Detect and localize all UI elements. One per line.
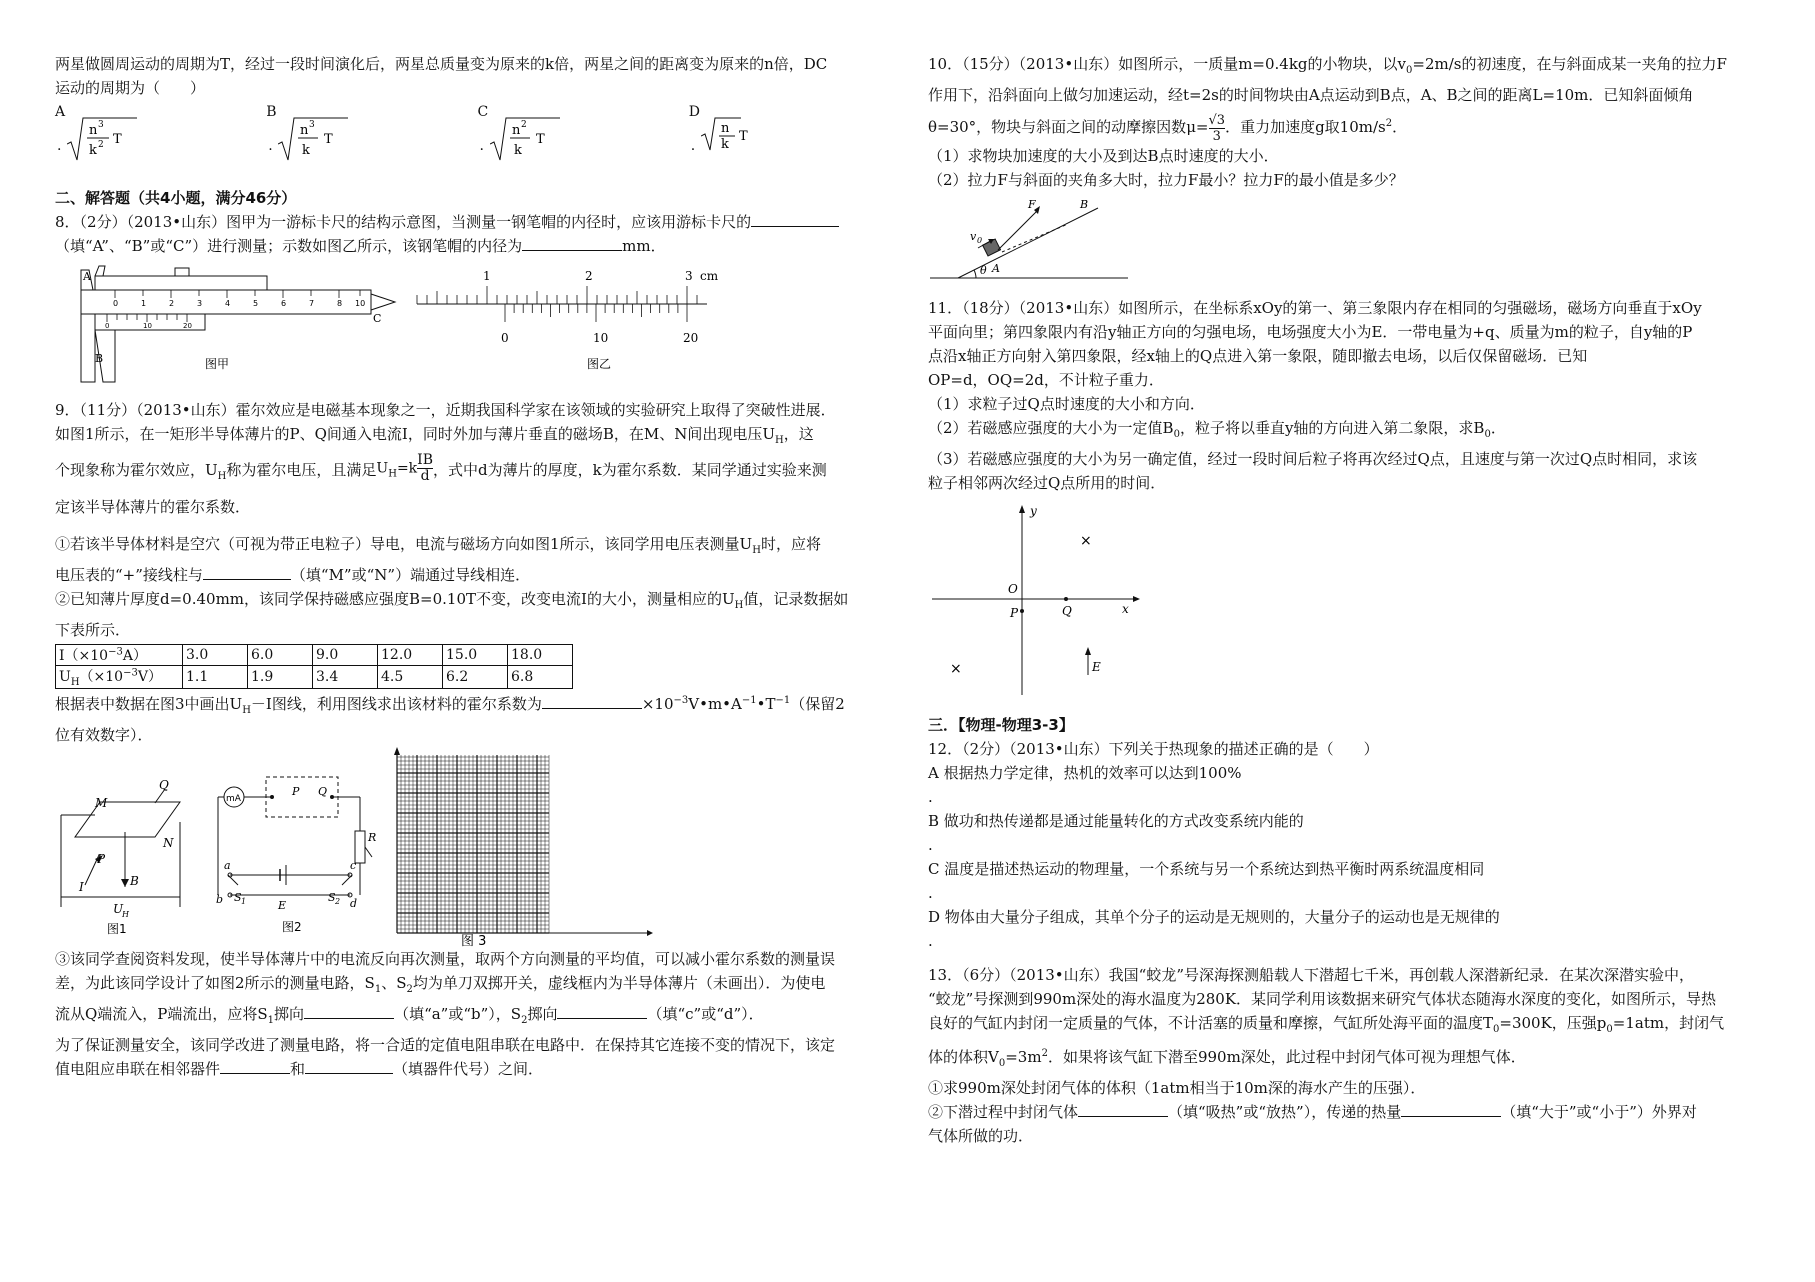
- svg-text:8: 8: [337, 299, 343, 308]
- coordinate-field-figure: [928, 501, 1148, 697]
- svg-text:20: 20: [683, 331, 699, 345]
- q11-line1: 11．（18分）（2013•山东）如图所示，在坐标系xOy的第一、第三象限内存在相同的匀强磁场，磁场方向垂直于xOy: [928, 299, 1702, 317]
- svg-text:R: R: [368, 830, 377, 844]
- svg-text:c: c: [350, 858, 357, 872]
- svg-text:n: n: [720, 121, 730, 136]
- q9-line2: 如图1所示，在一矩形半导体薄片的P、Q间通入电流I，同时外加与薄片垂直的磁场B，在M、N间出现电压$U_H$，这: [55, 425, 814, 446]
- answer-blank[interactable]: [220, 1059, 290, 1074]
- q11-line4: OP=d，OQ=2d，不计粒子重力．: [928, 371, 1164, 389]
- svg-text:T: T: [738, 129, 748, 144]
- svg-text:E: E: [1092, 660, 1101, 674]
- row-header: $I(\times 10^{-3}A)$: [56, 645, 183, 666]
- svg-text:1: 1: [141, 299, 147, 308]
- svg-text:E: E: [278, 898, 287, 912]
- svg-text:H: H: [122, 909, 129, 919]
- sqrt-expression: [490, 114, 570, 164]
- svg-text:O: O: [1008, 582, 1018, 596]
- svg-text:10: 10: [593, 331, 609, 345]
- q7-stem-line1: 两星做圆周运动的周期为T，经过一段时间演化后，两星总质量变为原来的k倍，两星之间的距离变为原来的n倍，DC: [55, 55, 828, 73]
- svg-text:2: 2: [169, 299, 175, 308]
- q12-option-d: D 物体由大量分子组成，其单个分子的运动是无规则的，大量分子的运动也是无规律的: [928, 908, 1500, 926]
- svg-text:Q: Q: [159, 777, 169, 792]
- svg-text:F: F: [1028, 198, 1036, 211]
- svg-text:n: n: [89, 123, 98, 138]
- q9-part3-line1: ③该同学查阅资料发现，使半导体薄片中的电流反向再次测量，取两个方向测量的平均值，可以减小霍尔系数的测量误: [55, 949, 836, 968]
- table-row: $I(\times 10^{-3}A)$ 3.0 6.0 9.0 12.0 15.0 18.0: [56, 645, 573, 666]
- q9-part3-line4: 为了保证测量安全，该同学改进了测量电路，将一合适的定值电阻串联在电路中．在保持其它连接不变的情况下，该定: [55, 1035, 836, 1054]
- svg-text:图乙: 图乙: [587, 357, 612, 371]
- left-column: [55, 52, 900, 1081]
- q9-part2-instruction: 根据表中数据在图3中画出$U_H-I$图线，利用图线求出该材料的霍尔系数为 $\times 10^{-3}V•m•A^{-1}•T^{-1}$（保留2: [55, 694, 845, 716]
- svg-text:b: b: [216, 892, 224, 906]
- svg-text:n: n: [300, 123, 309, 138]
- sqrt-expression: [701, 114, 781, 164]
- svg-text:0: 0: [105, 322, 110, 330]
- hall-effect-figure: [55, 767, 195, 937]
- graph-paper-figure: [393, 747, 653, 947]
- q13-line1: 13．（6分）（2013•山东）我国“蛟龙”号深海探测船载人下潜超七千米，再创载人深潜新纪录．在某次深潜实验中，: [928, 966, 1694, 984]
- section-3-title: 三．【物理-物理3-3】: [928, 716, 1074, 734]
- svg-text:3: 3: [98, 120, 104, 130]
- option-letter: A: [55, 104, 66, 120]
- svg-text:x: x: [1122, 602, 1129, 616]
- q13-sub2: ②下潜过程中封闭气体 （填“吸热”或“放热”），传递的热量 （填“大于”或“小于”）外界对: [928, 1103, 1697, 1121]
- q9-part1-cont: 电压表的“+”接线柱与 （填“M”或“N”）端通过导线相连．: [55, 566, 531, 585]
- svg-text:5: 5: [253, 299, 259, 308]
- mu-fraction: $\frac{√3}{3}$: [1208, 112, 1226, 144]
- row-header: $U_H(\times 10^{-3}V)$: [56, 666, 183, 689]
- answer-blank[interactable]: [542, 694, 642, 709]
- option-letter: D: [688, 104, 700, 120]
- answer-blank[interactable]: [751, 212, 839, 227]
- answer-blank[interactable]: [203, 565, 291, 580]
- q11-sub2: （2）若磁感应强度的大小为一定值$B_0$，粒子将以垂直y轴的方向进入第二象限，求$B_0$．: [928, 419, 1506, 440]
- q12-option-c: C 温度是描述热运动的物理量，一个系统与另一个系统达到热平衡时两系统温度相同: [928, 860, 1485, 878]
- svg-text:7: 7: [309, 299, 315, 308]
- svg-text:k: k: [89, 143, 97, 158]
- svg-text:P: P: [292, 784, 300, 798]
- q7-option-b: B . n 3 k T: [266, 104, 477, 168]
- svg-text:B: B: [95, 352, 104, 365]
- table-row: $U_H(\times 10^{-3}V)$ 1.1 1.9 3.4 4.5 6.2 6.8: [56, 666, 573, 689]
- svg-text:6: 6: [281, 299, 287, 308]
- q12-stem: 12．（2分）（2013•山东）下列关于热现象的描述正确的是（ ）: [928, 740, 1379, 758]
- hall-formula: $U_H=k$ $\frac{IB}{d}$: [376, 452, 433, 484]
- svg-text:Q: Q: [1062, 604, 1072, 618]
- q13-sub2-cont: 气体所做的功．: [928, 1127, 1034, 1145]
- sqrt-expression: [278, 114, 358, 164]
- q13-line3: 良好的气缸内封闭一定质量的气体，不计活塞的质量和摩擦，气缸所处海平面的温度$T_0=300K$，压强$p_0=1atm$，封闭气: [928, 1014, 1725, 1035]
- svg-text:v: v: [970, 230, 977, 243]
- answer-blank[interactable]: [1078, 1102, 1168, 1117]
- option-letter: C: [477, 104, 489, 120]
- svg-text:1: 1: [241, 896, 247, 906]
- svg-text:cm: cm: [700, 269, 719, 283]
- right-column: 10．（15分）（2013•山东）如图所示，一质量m=0.4kg的小物块，以$v_0=2m/s$的初速度，在与斜面成某一夹角的拉力F 作用下，沿斜面向上做匀加速运动，经t=2s的时间物块由A点运动到B点，A、B之间的距离L=10m．已知斜面倾角 θ=30°，物块与斜面之间的动摩擦因数μ= $\frac{√3}{3}$ ．重力加速度g取$10m/s^2$． （1）求物块加速度的大小及到达B点时速度的大小． （2）拉力F与斜面的夹角多大时，拉力F最小？拉力F的最小值是多少？ F B A v 0 θ 11．（18分）（2013•山东）如图所示，在坐标系xOy的第一、第三象限内存在相同的匀强磁场，磁场方向垂直于xOy 平面向里；第四象限内有沿y轴正方向的匀强电场，电场强度大小为E．一带电量为+q、质量为m的粒子，自y轴的P 点沿x轴正方向射入第四象限，经x轴上的Q点进入第一象限，随即撤去电场，以后仅保留磁场．已知 OP=d，OQ=2d，不计粒子重力． （1）求粒子过Q点时速度的大小和方向． （2）若磁感应强度的大小为一定值$B_0$，粒子将以垂直y轴的方向进入第二象限，求$B_0$． （3）若磁感应强度的大小为另一确定值，经过一段时间后粒子将再次经过Q点，且速度与第一次过Q点时相同，求该 粒子相邻两次经过Q点所用的时间． y x O P Q E × × 三．【物理-物理3-3】 12．（2分）（2013•山东）下列关于热现象的描述正确的是（ ） A 根据热力学定律，热机的效率可以达到100% . B 做功和热传递都是通过能量转化的方式改变系统内能的 . C 温度是描述热运动的物理量，一个系统与另一个系统达到热平衡时两系统温度相同 . D 物体由大量分子组成，其单个分子的运动是无规则的，大量分子的运动也是无规律的 . 13．（6分）（2013•山东）我国“蛟龙”号深海探测船载人下潜超七千米，再创载人深潜新纪录．在某次深潜实验中， “蛟龙”号探测到990m深处的海水温度为280K．某同学利用该数据来研究气体状态随海水深度的变化，如图所示，导热 良好的气缸内封闭一定质量的气体，不计活塞的质量和摩擦，气缸所处海平面的温度$T_0=300K$，压强$p_0=1atm$，封闭气 体的体积$V_0=3m^2$．如果将该气缸下潜至990m深处，此过程中封闭气体可视为理想气体． ①求990m深处封闭气体的体积（1atm相当于10m深的海水产生的压强）． ②下潜过程中封闭气体 （填“吸热”或“放热”），传递的热量 （填“大于”或“小于”）外界对 气体所做的功．: [928, 52, 1778, 1148]
- q9-line1: 9．（11分）（2013•山东）霍尔效应是电磁基本现象之一，近期我国科学家在该领域的实验研究上取得了突破性进展．: [55, 401, 836, 419]
- q12-option-a: A 根据热力学定律，热机的效率可以达到100%: [928, 764, 1242, 782]
- section-2-title: 二、解答题（共4小题，满分46分）: [55, 189, 297, 207]
- q9-part1: ①若该半导体材料是空穴（可视为带正电粒子）导电，电流与磁场方向如图1所示，该同学用电压表测量$U_H$时，应将: [55, 535, 821, 557]
- q13-sub1: ①求990m深处封闭气体的体积（1atm相当于10m深的海水产生的压强）．: [928, 1079, 1426, 1097]
- svg-text:2: 2: [520, 120, 527, 130]
- q11-sub1: （1）求粒子过Q点时速度的大小和方向．: [928, 395, 1205, 413]
- q8-figures: [55, 258, 900, 388]
- option-letter: B: [266, 104, 277, 120]
- q11-sub3: （3）若磁感应强度的大小为另一确定值，经过一段时间后粒子将再次经过Q点，且速度与第一次过Q点时相同，求该: [928, 450, 1698, 468]
- q11-sub3-cont: 粒子相邻两次经过Q点所用的时间．: [928, 474, 1166, 492]
- q12-option-b: B 做功和热传递都是通过能量转化的方式改变系统内能的: [928, 812, 1304, 830]
- svg-text:A: A: [83, 270, 91, 283]
- q11-line3: 点沿x轴正方向射入第四象限，经x轴上的Q点进入第一象限，随即撤去电场，以后仅保留磁场．已知: [928, 347, 1588, 365]
- q13-line2: “蛟龙”号探测到990m深处的海水温度为280K．某同学利用该数据来研究气体状态随海水深度的变化，如图所示，导热: [928, 990, 1717, 1008]
- q7-options: [55, 104, 900, 168]
- svg-text:I: I: [79, 879, 84, 894]
- q10-figure-area: [928, 192, 1778, 286]
- q11-figure-area: [928, 495, 1778, 695]
- svg-text:U: U: [113, 901, 124, 916]
- q8-line1: 8．（2分）（2013•山东）图甲为一游标卡尺的结构示意图，当测量一钢笔帽的内径时，应该用游标卡尺的: [55, 210, 900, 234]
- q7-stem-line2: 运动的周期为（ ）: [55, 79, 206, 97]
- svg-text:k: k: [720, 137, 729, 152]
- svg-text:Q: Q: [318, 784, 328, 798]
- q10-sub2: （2）拉力F与斜面的夹角多大时，拉力F最小？拉力F的最小值是多少？: [928, 171, 1404, 189]
- svg-text:2: 2: [98, 140, 104, 150]
- svg-text:2: 2: [585, 269, 593, 283]
- answer-blank[interactable]: [304, 1004, 394, 1019]
- svg-text:1: 1: [483, 269, 491, 283]
- q9-part2: ②已知薄片厚度d=0.40mm，该同学保持磁感应强度B=0.10T不变，改变电流I的大小，测量相应的$U_H$值，记录数据如: [55, 590, 849, 612]
- svg-text:3: 3: [309, 120, 315, 130]
- q9-part3-line3: 流从Q端流入，P端流出，应将$S_1$掷向 （填“a”或“b”），$S_2$掷向 （填“c”或“d”）．: [55, 1004, 764, 1026]
- svg-text:A: A: [992, 262, 1000, 275]
- svg-text:k: k: [302, 143, 311, 158]
- svg-text:k: k: [513, 143, 522, 158]
- q11-line2: 平面向里；第四象限内有沿y轴正方向的匀强电场，电场强度大小为E．一带电量为+q、质量为m的粒子，自y轴的P: [928, 323, 1693, 341]
- sqrt-expression: [67, 114, 147, 164]
- q9-line3: 个现象称为霍尔效应，$U_H$称为霍尔电压，且满足$U_H=k$ $\frac{IB}{d}$ ，式中d为薄片的厚度，k为霍尔系数．某同学通过实验来测: [55, 453, 900, 492]
- svg-text:C: C: [373, 312, 382, 325]
- svg-text:10: 10: [355, 299, 366, 308]
- q10-line3: θ=30°，物块与斜面之间的动摩擦因数μ= $\frac{√3}{3}$ ．重力加速度g取$10m/s^2$．: [928, 112, 1408, 144]
- svg-text:10: 10: [143, 322, 152, 330]
- q10-line2: 作用下，沿斜面向上做匀加速运动，经t=2s的时间物块由A点运动到B点，A、B之间的距离L=10m．已知斜面倾角: [928, 86, 1694, 104]
- q10-sub1: （1）求物块加速度的大小及到达B点时速度的大小．: [928, 147, 1279, 165]
- svg-text:d: d: [350, 896, 358, 910]
- q7-option-c: C . n 2 k T: [478, 104, 689, 168]
- svg-text:0: 0: [501, 331, 509, 345]
- svg-text:M: M: [95, 795, 108, 810]
- svg-text:图 3: 图 3: [461, 933, 487, 947]
- q9-figures: [55, 747, 900, 947]
- svg-text:图1: 图1: [107, 921, 127, 936]
- vernier-caliper-figure: [55, 264, 415, 384]
- svg-text:y: y: [1030, 504, 1037, 518]
- svg-text:mA: mA: [226, 793, 241, 804]
- svg-text:n: n: [511, 123, 520, 138]
- q9-part3-line5: 值电阻应串联在相邻器件 和 （填器件代号）之间．: [55, 1059, 544, 1078]
- svg-text:P: P: [1010, 606, 1019, 620]
- q13-line4: 体的体积$V_0=3m^2$．如果将该气缸下潜至990m深处，此过程中封闭气体可视为理想气体．: [928, 1048, 1526, 1069]
- svg-text:T: T: [535, 132, 545, 147]
- q9-line4: 定该半导体薄片的霍尔系数．: [55, 498, 251, 517]
- q9-data-table: [55, 644, 573, 689]
- vernier-reading-figure: [407, 264, 727, 384]
- q9-part3-line2: 差，为此该同学设计了如图2所示的测量电路，$S_1$、$S_2$均为单刀双掷开关，虚线框内为半导体薄片（未画出）．为使电: [55, 973, 826, 995]
- svg-text:P: P: [97, 851, 106, 866]
- svg-text:B: B: [1080, 198, 1089, 211]
- svg-text:×: ×: [950, 661, 962, 677]
- answer-blank[interactable]: [522, 236, 622, 251]
- answer-blank[interactable]: [557, 1004, 647, 1019]
- svg-text:4: 4: [225, 299, 231, 308]
- svg-text:θ: θ: [980, 264, 987, 277]
- svg-text:S: S: [328, 890, 336, 904]
- svg-text:T: T: [324, 132, 333, 147]
- svg-text:3: 3: [685, 269, 693, 283]
- svg-text:S: S: [234, 890, 242, 904]
- q7-option-a: A . n 3 k 2 T: [55, 104, 266, 168]
- q10-line1: 10．（15分）（2013•山东）如图所示，一质量m=0.4kg的小物块，以$v_0=2m/s$的初速度，在与斜面成某一夹角的拉力F: [928, 55, 1727, 76]
- q8-line2: （填“A”、“B”或“C”）进行测量；示数如图乙所示，该钢笔帽的内径为 mm．: [55, 237, 666, 255]
- answer-blank[interactable]: [305, 1059, 393, 1074]
- svg-text:N: N: [163, 835, 174, 850]
- svg-text:0: 0: [977, 236, 983, 245]
- svg-text:×: ×: [1080, 533, 1092, 549]
- q9-part2-tail: 位有效数字）．: [55, 725, 153, 744]
- answer-blank[interactable]: [1401, 1102, 1501, 1117]
- svg-text:20: 20: [183, 322, 192, 330]
- svg-text:3: 3: [197, 299, 203, 308]
- q7-option-d: D . n k T: [689, 104, 900, 168]
- svg-text:图2: 图2: [282, 919, 302, 934]
- q9-part2-cont: 下表所示．: [55, 621, 131, 640]
- svg-text:2: 2: [335, 896, 341, 906]
- svg-text:a: a: [224, 858, 231, 872]
- svg-text:0: 0: [113, 299, 119, 308]
- svg-text:T: T: [113, 132, 122, 147]
- svg-text:B: B: [130, 873, 139, 888]
- incline-figure: [928, 194, 1128, 284]
- svg-text:图甲: 图甲: [205, 357, 230, 371]
